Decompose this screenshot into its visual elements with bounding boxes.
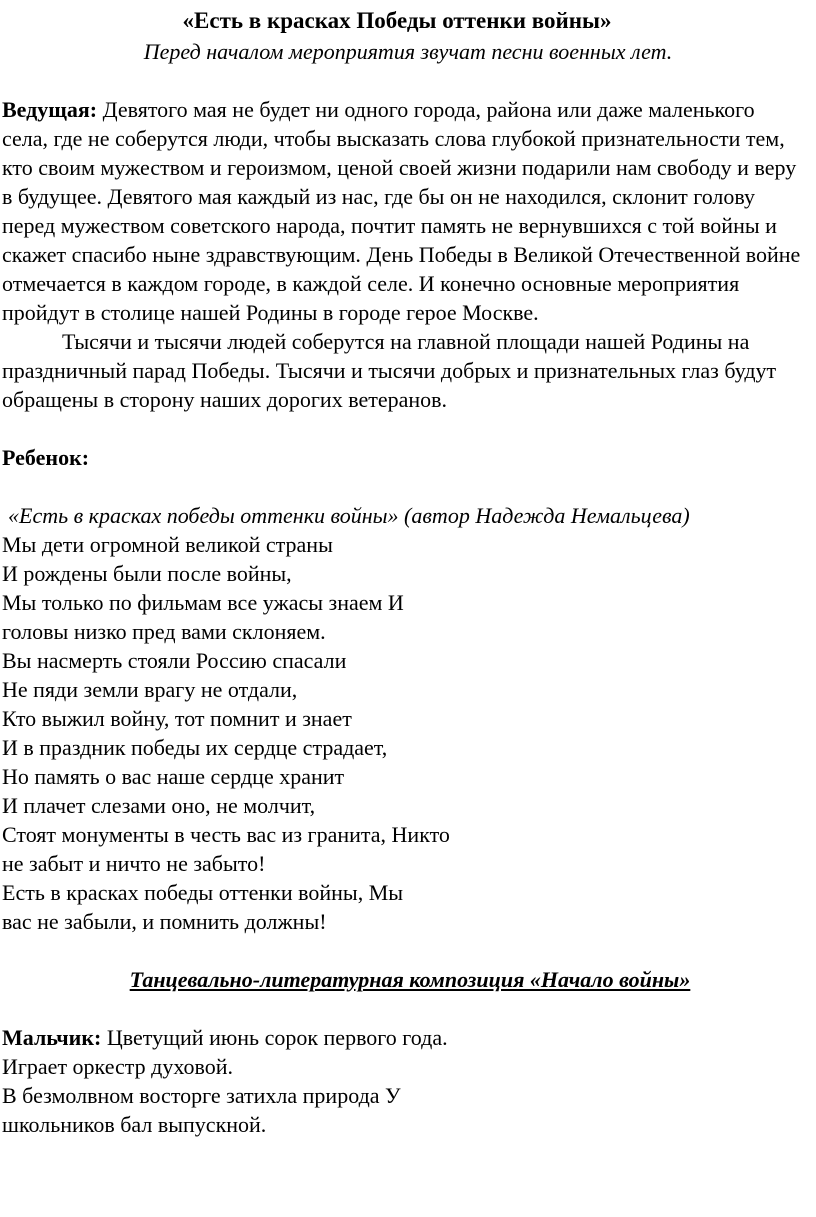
poem-line: не забыт и ничто не забыто! [2,851,266,876]
poem-title: «Есть в красках победы оттенки войны» (автор Надежда Немальцева) [8,503,690,528]
poem-line: И рождены были после войны, [2,561,292,586]
poem-line: Не пяди земли врагу не отдали, [2,677,298,702]
poem-line: Стоят монументы в честь вас из гранита, Никто [2,822,450,847]
poem-line: Играет оркестр духовой. [2,1054,234,1079]
poem-line: Мы только по фильмам все ужасы знаем И [2,590,404,615]
poem-line: Есть в красках победы оттенки войны, Мы [2,880,404,905]
speaker-label-child: Ребенок: [2,445,90,470]
boy-line-first [2,1023,806,1052]
child-section [2,443,806,936]
poem-line: Вы насмерть стояли Россию спасали [2,648,347,673]
poem-line: И в праздник победы их сердце страдает, [2,735,388,760]
poem-line: Кто выжил войну, тот помнит и знает [2,706,352,731]
poem-line: школьников бал выпускной. [2,1112,267,1137]
host-paragraph-1 [2,95,806,327]
host-paragraph-2: Тысячи и тысячи людей соберутся на главной площади нашей Родины на праздничный парад Победы. Тысячи и тысячи добрых и признательных глаз будут обращены в сторону наших дорогих ветеранов. [2,329,777,412]
host-text-1: Девятого мая не будет ни одного города, района или даже маленького села, где не соберутся люди, чтобы высказать слова глубокой признательности тем, кто своим мужеством и героизмом, ценой своей жизни подарили нам свободу и веру в будущее. Девятого мая каждый из нас, где бы он не находился, склонит голову перед мужеством советского народа, почтит память не вернувшихся с той войны и скажет спасибо ныне здравствующим. День Победы в Великой Отечественной войне отмечается в каждом городе, в каждой селе. И конечно основные мероприятия пройдут в столице нашей Родины в городе герое Москве. [2,97,801,325]
host-speech [2,95,806,414]
poem-line: В безмолвном восторге затихла природа У [2,1083,401,1108]
speaker-label-host: Ведущая: [2,97,98,122]
poem-line: И плачет слезами оно, не молчит, [2,793,316,818]
speaker-label-boy: Мальчик: [2,1025,102,1050]
boy-lines [2,1052,806,1139]
poem-line: Но память о вас наше сердце хранит [2,764,345,789]
boy-line-text: Цветущий июнь сорок первого года. [101,1025,448,1050]
poem-line: вас не забыли, и помнить должны! [2,909,327,934]
boy-section [2,1023,806,1139]
poem-line: Мы дети огромной великой страны [2,532,333,557]
document-title: «Есть в красках Победы оттенки войны» [182,8,612,33]
poem-line: головы низко пред вами склоняем. [2,619,326,644]
poem-lines [2,530,806,936]
section-title: Танцевально-литературная композиция «Начало войны» [129,967,691,992]
document-subtitle: Перед началом мероприятия звучат песни военных лет. [143,39,673,64]
